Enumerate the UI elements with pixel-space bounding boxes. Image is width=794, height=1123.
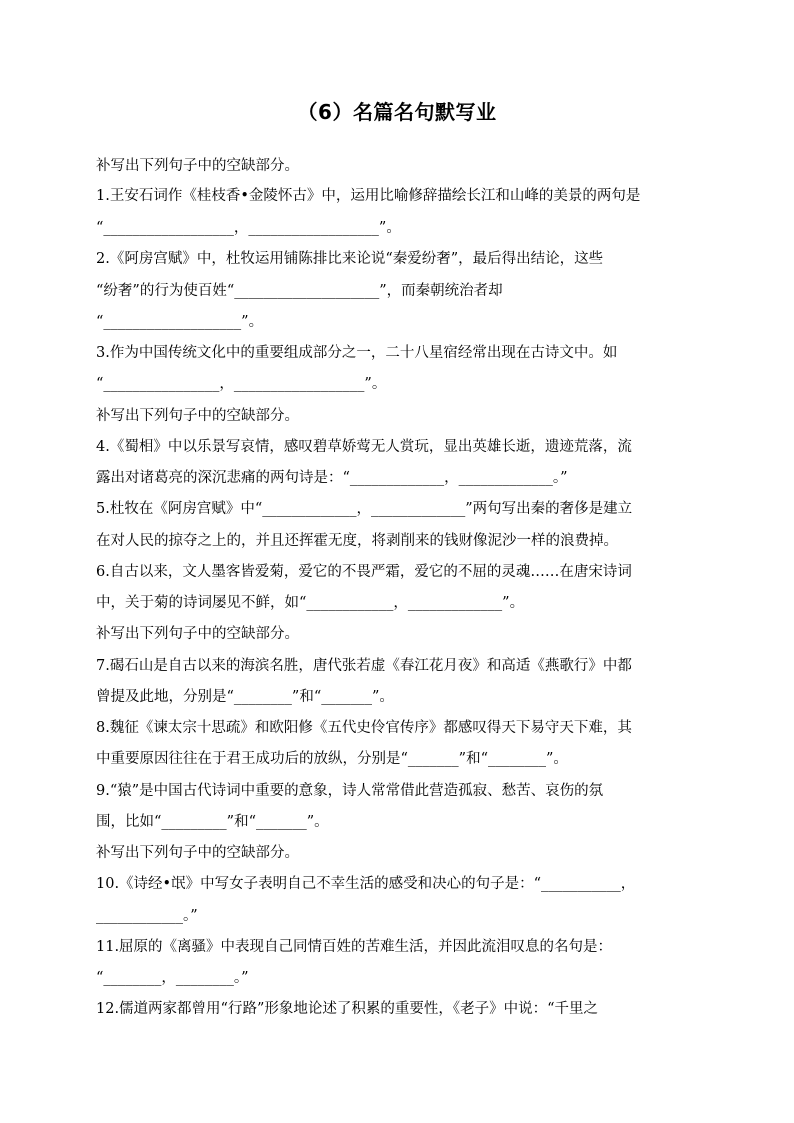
- question-2-line-1: 2.《阿房宫赋》中，杜牧运用铺陈排比来论说“秦爱纷奢”，最后得出结论，这些: [96, 251, 604, 267]
- question-2-line-3: “___________________”。: [96, 314, 264, 330]
- question-1-line-2: “__________________，__________________”。: [96, 220, 401, 236]
- question-8-line-1: 8.魏征《谏太宗十思疏》和欧阳修《五代史伶官传序》都感叹得天下易守天下难，其: [96, 720, 632, 736]
- question-3-line-1: 3.作为中国传统文化中的重要组成部分之一，二十八星宿经常出现在古诗文中。如: [96, 345, 618, 361]
- page-title: （6）名篇名句默写业: [297, 100, 497, 124]
- question-7-line-1: 7.碣石山是自古以来的海滨名胜，唐代张若虚《春江花月夜》和高适《燕歌行》中都: [96, 658, 632, 674]
- question-5-line-1: 5.杜牧在《阿房宫赋》中“_____________，_____________”两句写出秦的奢侈是建立: [96, 501, 633, 517]
- question-2-line-2: “纷奢”的行为使百姓“____________________”，而秦朝统治者却: [96, 283, 503, 299]
- question-11-line-2: “________，________。”: [96, 970, 249, 986]
- question-10-line-1: 10.《诗经•氓》中写女子表明自己不幸生活的感受和决心的句子是：“___________，: [96, 876, 636, 892]
- question-6-line-2: 中，关于菊的诗词屡见不鲜，如“____________，_____________”。: [96, 595, 525, 611]
- question-1-line-1: 1.王安石词作《桂枝香•金陵怀古》中，运用比喻修辞描绘长江和山峰的美景的两句是: [96, 188, 641, 204]
- section-instruction: 补写出下列句子中的空缺部分。: [96, 158, 299, 174]
- question-12-line-1: 12.儒道两家都曾用“行路”形象地论述了积累的重要性，《老子》中说：“千里之: [96, 1001, 599, 1017]
- question-4-line-1: 4.《蜀相》中以乐景写哀情，感叹碧草娇莺无人赏玩，显出英雄长逝，遗迹荒落，流: [96, 439, 632, 455]
- question-7-line-2: 曾提及此地，分别是“________”和“_______”。: [96, 689, 394, 705]
- question-9-line-1: 9.“猿”是中国古代诗词中重要的意象，诗人常常借此营造孤寂、愁苦、哀伤的氛: [96, 783, 604, 799]
- section-instruction: 补写出下列句子中的空缺部分。: [96, 408, 299, 424]
- question-10-line-2: ____________。”: [96, 908, 198, 924]
- question-9-line-2: 围，比如“_________”和“_______”。: [96, 814, 329, 830]
- section-instruction: 补写出下列句子中的空缺部分。: [96, 845, 299, 861]
- question-4-line-2: 露出对诸葛亮的深沉悲痛的两句诗是：“_____________，_____________。”: [96, 470, 568, 486]
- question-3-line-2: “________________，__________________”。: [96, 376, 387, 392]
- question-5-line-2: 在对人民的掠夺之上的，并且还挥霍无度，将剥削来的钱财像泥沙一样的浪费掉。: [96, 533, 618, 549]
- question-11-line-1: 11.屈原的《离骚》中表现自己同情百姓的苦难生活，并因此流泪叹息的名句是：: [96, 939, 613, 955]
- question-8-line-2: 中重要原因往往在于君王成功后的放纵，分别是“_______”和“________”。: [96, 751, 568, 767]
- question-6-line-1: 6.自古以来，文人墨客皆爱菊，爱它的不畏严霜，爱它的不屈的灵魂……在唐宋诗词: [96, 564, 632, 580]
- section-instruction: 补写出下列句子中的空缺部分。: [96, 626, 299, 642]
